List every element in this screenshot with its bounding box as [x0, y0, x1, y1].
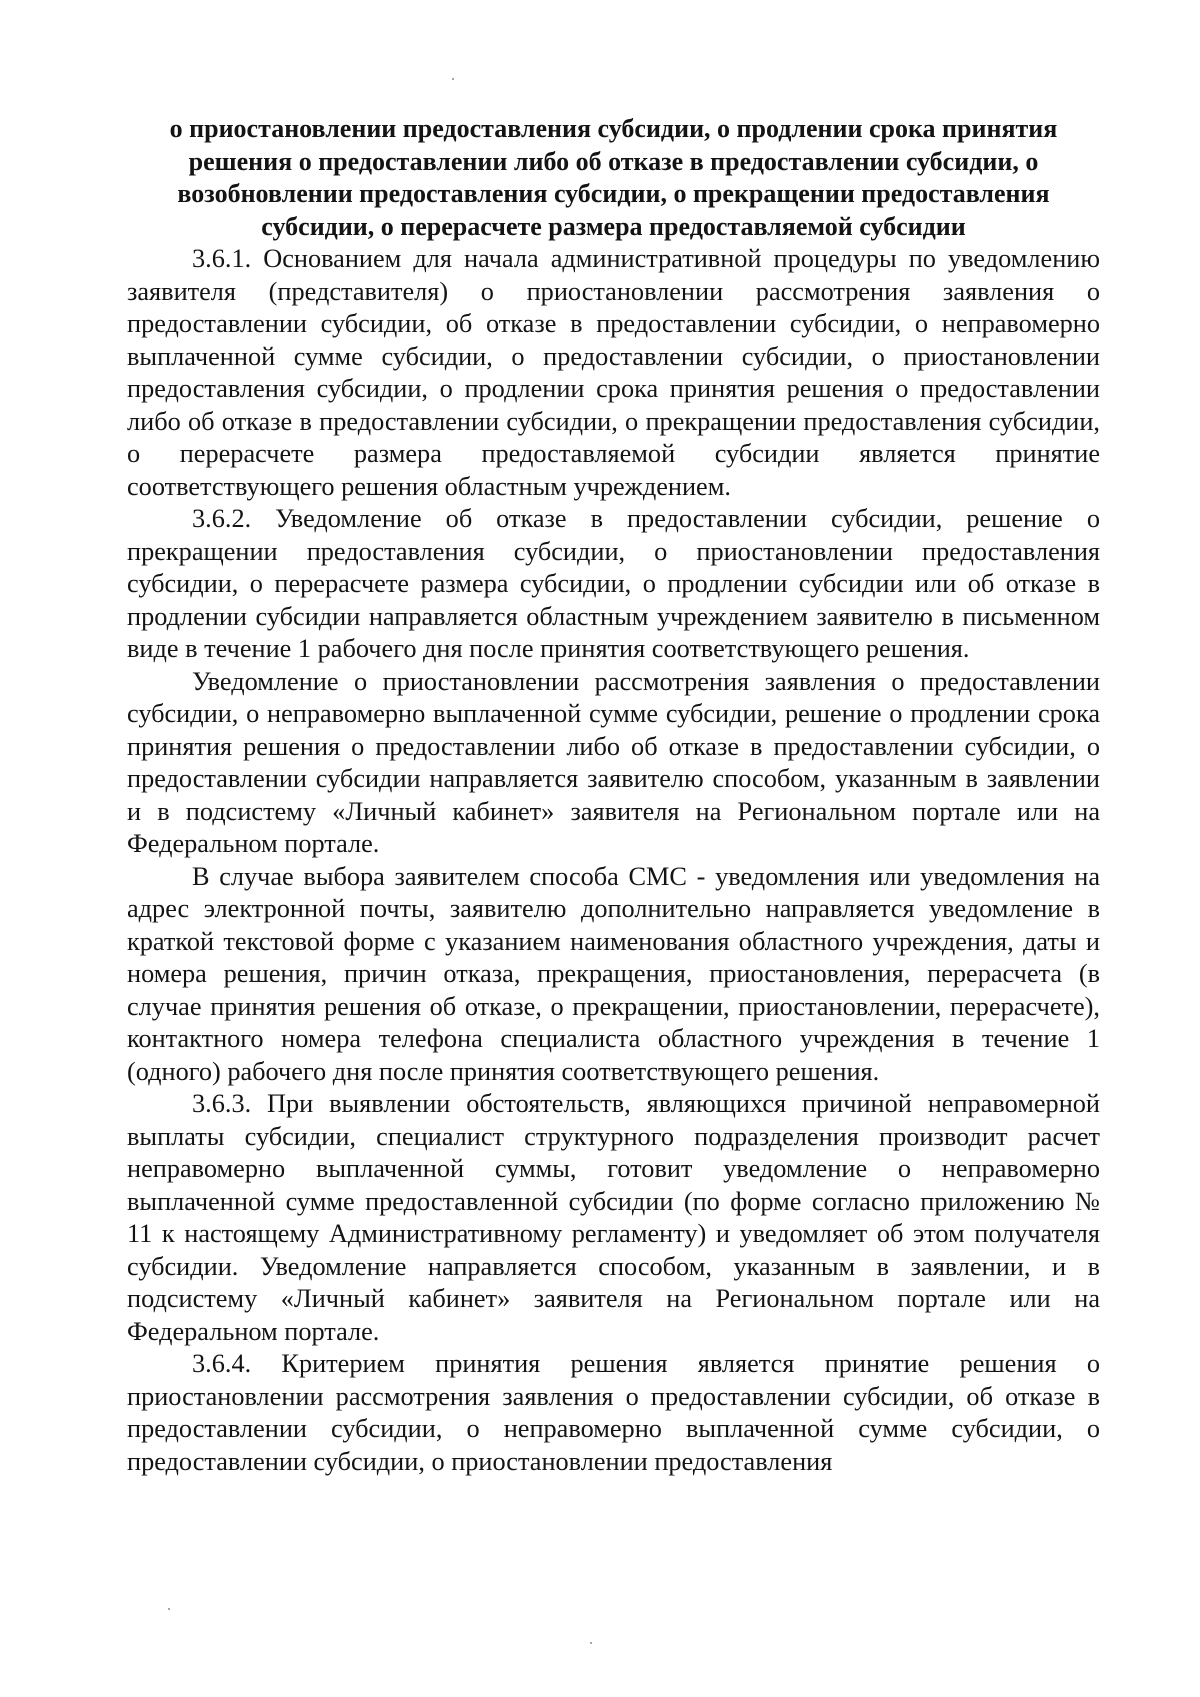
paragraph-3-6-3: 3.6.3. При выявлении обстоятельств, являющихся причиной неправомерной выплаты субсидии, специалист структурного подразделения производит расчет неправомерно выплаченной суммы, готовит уведомление о неправомерно выплаченной сумме предоставленной субсидии (по форме согласно приложению № 11 к настоящему Административному регламенту) и уведомляет об этом получателя субсидии. Уведомление направляется способом, указанным в заявлении, и в подсистему «Личный кабинет» заявителя на Региональном портале или на Федеральном портале.: [127, 1089, 1100, 1346]
scan-speck: [590, 1642, 592, 1644]
paragraph-3-6-4: 3.6.4. Критерием принятия решения является принятие решения о приостановлении рассмотрения заявления о предоставлении субсидии, об отказе в предоставлении субсидии, о неправомерно выплаченной сумме субсидии, о предоставлении субсидии, о приостановлении предоставления: [127, 1349, 1100, 1476]
scan-speck: [452, 78, 454, 80]
paragraph-notification: Уведомление о приостановлении рассмотрения заявления о предоставлении субсидии, о неправомерно выплаченной сумме субсидии, решение о продлении срока принятия решения о предоставлении либо об отказе в предоставлении субсидии, о предоставлении субсидии направляется заявителю способом, указанным в заявлении и в подсистему «Личный кабинет» заявителя на Региональном портале или на Федеральном портале.: [127, 666, 1100, 858]
paragraph-sms-notification: В случае выбора заявителем способа СМС - уведомления или уведомления на адрес электронной почты, заявителю дополнительно направляется уведомление в краткой текстовой форме с указанием наименования областного учреждения, даты и номера решения, причин отказа, прекращения, приостановления, перерасчета (в случае принятия решения об отказе, о прекращении, приостановлении, перерасчете), контактного номера телефона специалиста областного учреждения в течение 1 (одного) рабочего дня после принятия соответствующего решения.: [127, 861, 1100, 1086]
document-body: [127, 113, 1100, 1478]
paragraph-3-6-1: 3.6.1. Основанием для начала административной процедуры по уведомлению заявителя (представителя) о приостановлении рассмотрения заявления о предоставлении субсидии, об отказе в предоставлении субсидии, о неправомерно выплаченной сумме субсидии, о предоставлении субсидии, о приостановлении предоставления субсидии, о продлении срока принятия решения о предоставлении либо об отказе в предоставлении субсидии, о прекращении предоставления субсидии, о перерасчете размера предоставляемой субсидии является принятие соответствующего решения областным учреждением.: [127, 244, 1100, 501]
paragraph-3-6-2: 3.6.2. Уведомление об отказе в предоставлении субсидии, решение о прекращении предоставления субсидии, о приостановлении предоставления субсидии, о перерасчете размера субсидии, о продлении субсидии или об отказе в продлении субсидии направляется областным учреждением заявителю в письменном виде в течение 1 рабочего дня после принятия соответствующего решения.: [127, 504, 1100, 663]
scan-speck: [168, 1608, 170, 1610]
section-heading: о приостановлении предоставления субсидии, о продлении срока принятия решения о предоставлении либо об отказе в предоставлении субсидии, о возобновлении предоставления субсидии, о прекращении предоставления субсидии, о перерасчете размера предоставляемой субсидии: [169, 114, 1058, 241]
